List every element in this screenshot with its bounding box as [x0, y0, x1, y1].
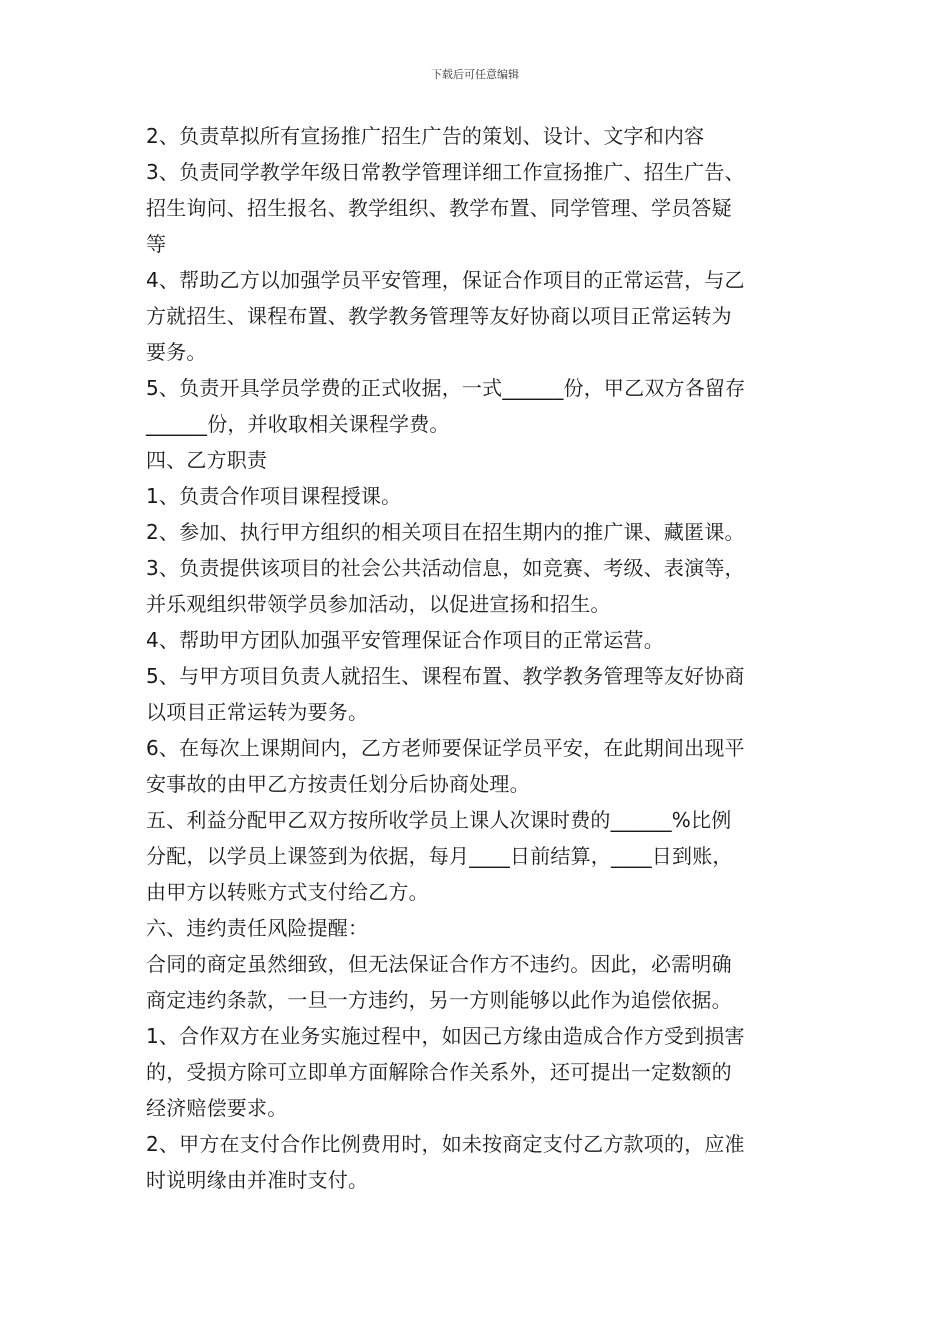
- text-line: 方就招生、课程布置、教学教务管理等友好协商以项目正常运转为: [146, 304, 732, 328]
- text-line: ______份，并收取相关课程学费。: [146, 412, 450, 436]
- text-line: 5、与甲方项目负责人就招生、课程布置、教学教务管理等友好协商: [146, 664, 745, 688]
- text-line: 3、负责提供该项目的社会公共活动信息，如竞赛、考级、表演等，: [146, 556, 745, 580]
- text-line: 4、帮助乙方以加强学员平安管理，保证合作项目的正常运营，与乙: [146, 268, 745, 292]
- text-line: 经济赔偿要求。: [146, 1096, 288, 1120]
- page-header: 下载后可任意编辑: [431, 68, 519, 81]
- text-line: 的，受损方除可立即单方面解除合作关系外，还可提出一定数额的: [146, 1060, 732, 1084]
- text-line: 4、帮助甲方团队加强平安管理保证合作项目的正常运营。: [146, 628, 664, 652]
- section-heading: 四、乙方职责: [146, 448, 268, 472]
- text-line: 要务。: [146, 340, 207, 364]
- section-heading: 六、违约责任风险提醒：: [146, 916, 369, 940]
- text-line: 1、合作双方在业务实施过程中，如因己方缘由造成合作方受到损害: [146, 1024, 745, 1048]
- text-line: 合同的商定虽然细致，但无法保证合作方不违约。因此，必需明确: [146, 952, 732, 976]
- section-heading: 五、利益分配甲乙双方按所收学员上课人次课时费的______%比例: [146, 808, 732, 832]
- text-line: 时说明缘由并准时支付。: [146, 1168, 369, 1192]
- text-line: 2、参加、执行甲方组织的相关项目在招生期内的推广课、藏匿课。: [146, 520, 745, 544]
- text-line: 5、负责开具学员学费的正式收据，一式______份，甲乙双方各留存: [146, 376, 746, 400]
- text-line: 2、负责草拟所有宣扬推广招生广告的策划、设计、文字和内容: [146, 124, 705, 148]
- text-line: 招生询问、招生报名、教学组织、教学布置、同学管理、学员答疑: [146, 196, 732, 220]
- text-line: 以项目正常运转为要务。: [146, 700, 369, 724]
- text-line: 2、甲方在支付合作比例费用时，如未按商定支付乙方款项的，应准: [146, 1132, 745, 1156]
- text-line: 等: [146, 232, 167, 256]
- text-line: 分配，以学员上课签到为依据，每月____日前结算，____日到账，: [146, 844, 733, 868]
- text-line: 3、负责同学教学年级日常教学管理详细工作宣扬推广、招生广告、: [146, 160, 745, 184]
- text-line: 6、在每次上课期间内，乙方老师要保证学员平安，在此期间出现平: [146, 736, 745, 760]
- text-line: 商定违约条款，一旦一方违约，另一方则能够以此作为追偿依据。: [146, 988, 732, 1012]
- text-line: 并乐观组织带领学员参加活动，以促进宣扬和招生。: [146, 592, 611, 616]
- document-body: [146, 118, 816, 1198]
- text-line: 由甲方以转账方式支付给乙方。: [146, 880, 429, 904]
- text-line: 1、负责合作项目课程授课。: [146, 484, 402, 508]
- text-line: 安事故的由甲乙方按责任划分后协商处理。: [146, 772, 530, 796]
